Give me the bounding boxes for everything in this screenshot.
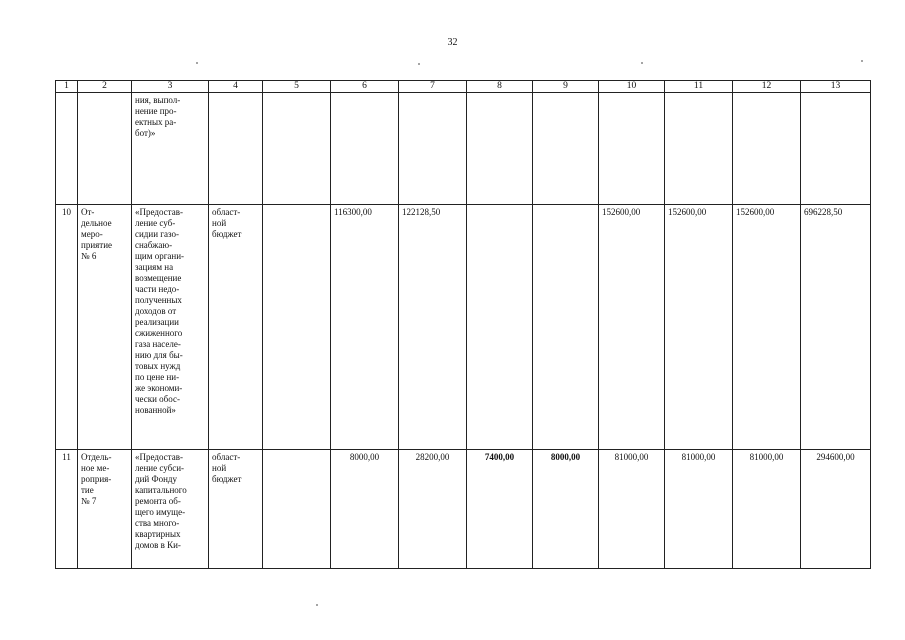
funding-source-cell: област- ной бюджет bbox=[209, 205, 263, 450]
value-cell: 8000,00 bbox=[533, 450, 599, 569]
row-number-cell: 10 bbox=[56, 205, 78, 450]
scan-speck bbox=[196, 62, 198, 64]
value-cell: 152600,00 bbox=[599, 205, 665, 450]
row-number-cell bbox=[56, 93, 78, 205]
total-cell: 294600,00 bbox=[801, 450, 871, 569]
value-cell bbox=[263, 450, 331, 569]
value-cell bbox=[263, 93, 331, 205]
scan-speck bbox=[418, 63, 420, 65]
measure-name-cell: Отдель- ное ме- роприя- тие № 7 bbox=[78, 450, 132, 569]
header-cell: 12 bbox=[733, 81, 801, 93]
value-cell bbox=[533, 205, 599, 450]
header-cell: 4 bbox=[209, 81, 263, 93]
description-cell: «Предостав- ление субси- дий Фонду капитального ремонта об- щего имуще- ства много- квартирных домов в Ки- bbox=[132, 450, 209, 569]
value-cell: 81000,00 bbox=[733, 450, 801, 569]
description-cell: «Предостав- ление суб- сидии газо- снабжаю- щим органи- зациям на возмещение части недо- полученных доходов от реализации сжиженного газа населе- нию для бы- товых нужд по цене ни- же экономи- чески обос- нованной» bbox=[132, 205, 209, 450]
value-cell bbox=[467, 93, 533, 205]
header-cell: 7 bbox=[399, 81, 467, 93]
total-cell: 696228,50 bbox=[801, 205, 871, 450]
header-cell: 1 bbox=[56, 81, 78, 93]
table-row bbox=[56, 450, 871, 569]
value-cell: 152600,00 bbox=[665, 205, 733, 450]
row-number-cell: 11 bbox=[56, 450, 78, 569]
page-number: 32 bbox=[447, 37, 458, 48]
value-cell: 116300,00 bbox=[331, 205, 399, 450]
value-cell bbox=[733, 93, 801, 205]
value-cell: 7400,00 bbox=[467, 450, 533, 569]
table-row bbox=[56, 93, 871, 205]
value-cell: 28200,00 bbox=[399, 450, 467, 569]
value-cell: 81000,00 bbox=[665, 450, 733, 569]
value-cell bbox=[263, 205, 331, 450]
value-cell: 8000,00 bbox=[331, 450, 399, 569]
description-cell: ния, выпол- нение про- ектных ра- бот)» bbox=[132, 93, 209, 205]
scan-speck bbox=[641, 62, 643, 64]
budget-table bbox=[55, 80, 871, 569]
value-cell bbox=[399, 93, 467, 205]
header-cell: 8 bbox=[467, 81, 533, 93]
measure-name-cell: От- дельное меро- приятие № 6 bbox=[78, 205, 132, 450]
total-cell bbox=[801, 93, 871, 205]
header-cell: 9 bbox=[533, 81, 599, 93]
value-cell bbox=[467, 205, 533, 450]
value-cell bbox=[331, 93, 399, 205]
value-cell bbox=[599, 93, 665, 205]
table-row bbox=[56, 205, 871, 450]
header-cell: 5 bbox=[263, 81, 331, 93]
value-cell bbox=[533, 93, 599, 205]
scan-speck bbox=[861, 60, 863, 62]
funding-source-cell: област- ной бюджет bbox=[209, 450, 263, 569]
header-cell: 11 bbox=[665, 81, 733, 93]
value-cell bbox=[665, 93, 733, 205]
measure-name-cell bbox=[78, 93, 132, 205]
value-cell: 152600,00 bbox=[733, 205, 801, 450]
header-cell: 10 bbox=[599, 81, 665, 93]
header-cell: 2 bbox=[78, 81, 132, 93]
table-header-row bbox=[56, 81, 871, 93]
header-cell: 13 bbox=[801, 81, 871, 93]
header-cell: 6 bbox=[331, 81, 399, 93]
funding-source-cell bbox=[209, 93, 263, 205]
value-cell: 81000,00 bbox=[599, 450, 665, 569]
value-cell: 122128,50 bbox=[399, 205, 467, 450]
scan-speck bbox=[316, 604, 318, 606]
header-cell: 3 bbox=[132, 81, 209, 93]
